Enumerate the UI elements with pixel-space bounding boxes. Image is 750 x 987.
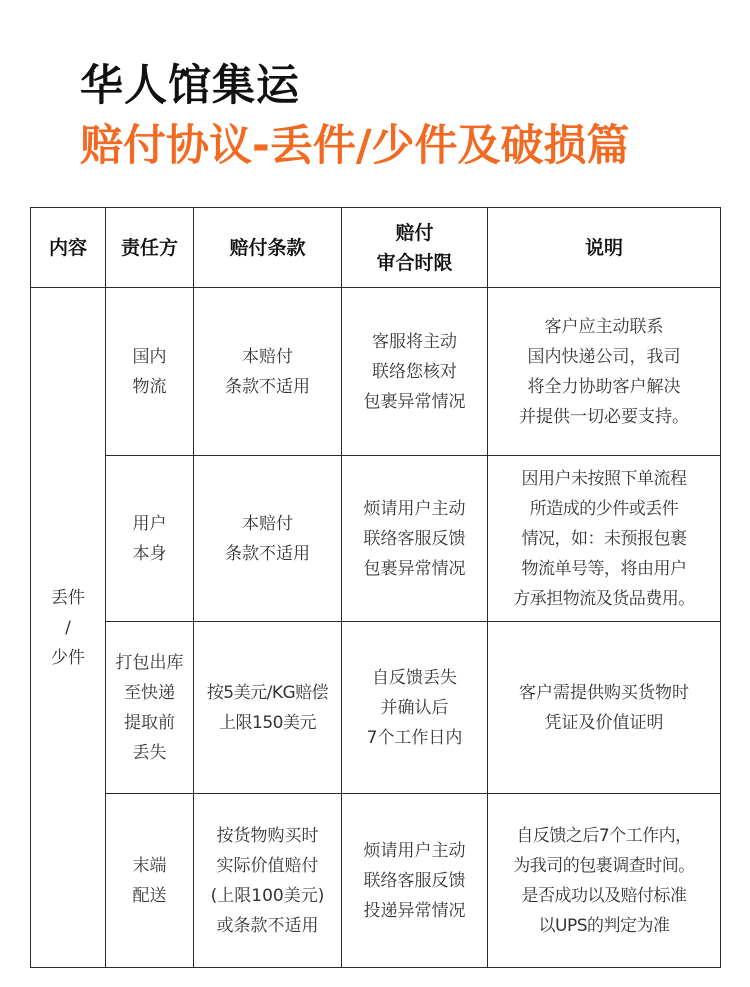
party-cell: 打包出库 至快递 提取前 丢失 [106, 622, 194, 794]
table-header-row [31, 208, 721, 288]
terms-cell: 按5美元/KG赔偿 上限150美元 [194, 622, 342, 794]
column-header-note: 说明 [488, 208, 721, 288]
terms-cell: 本赔付 条款不适用 [194, 288, 342, 456]
note-cell: 因用户未按照下单流程 所造成的少件或丢件 情况，如：未预报包裹 物流单号等，将由用户 方承担物流及货品费用。 [488, 456, 721, 622]
page-subtitle: 赔付协议-丢件/少件及破损篇 [80, 121, 630, 171]
note-cell: 客户应主动联系 国内快递公司，我司 将全力协助客户解决 并提供一切必要支持。 [488, 288, 721, 456]
table-row [31, 622, 721, 794]
party-cell: 末端 配送 [106, 794, 194, 968]
note-cell: 客户需提供购买货物时 凭证及价值证明 [488, 622, 721, 794]
table-row [31, 456, 721, 622]
column-header-time-limit: 赔付 审合时限 [342, 208, 488, 288]
time-limit-cell: 烦请用户主动 联络客服反馈 投递异常情况 [342, 794, 488, 968]
column-header-party: 责任方 [106, 208, 194, 288]
table-row [31, 794, 721, 968]
time-limit-cell: 烦请用户主动 联络客服反馈 包裹异常情况 [342, 456, 488, 622]
party-cell: 用户 本身 [106, 456, 194, 622]
page-title: 华人馆集运 [80, 61, 300, 111]
column-header-terms: 赔付条款 [194, 208, 342, 288]
table-row [31, 288, 721, 456]
time-limit-cell: 自反馈丢失 并确认后 7个工作日内 [342, 622, 488, 794]
column-header-content: 内容 [31, 208, 106, 288]
note-cell: 自反馈之后7个工作内， 为我司的包裹调查时间。 是否成功以及赔付标准 以UPS的判定为准 [488, 794, 721, 968]
time-limit-cell: 客服将主动 联络您核对 包裹异常情况 [342, 288, 488, 456]
terms-cell: 按货物购买时 实际价值赔付 (上限100美元) 或条款不适用 [194, 794, 342, 968]
terms-cell: 本赔付 条款不适用 [194, 456, 342, 622]
compensation-table [30, 207, 721, 968]
category-cell: 丢件 / 少件 [31, 288, 106, 968]
party-cell: 国内 物流 [106, 288, 194, 456]
